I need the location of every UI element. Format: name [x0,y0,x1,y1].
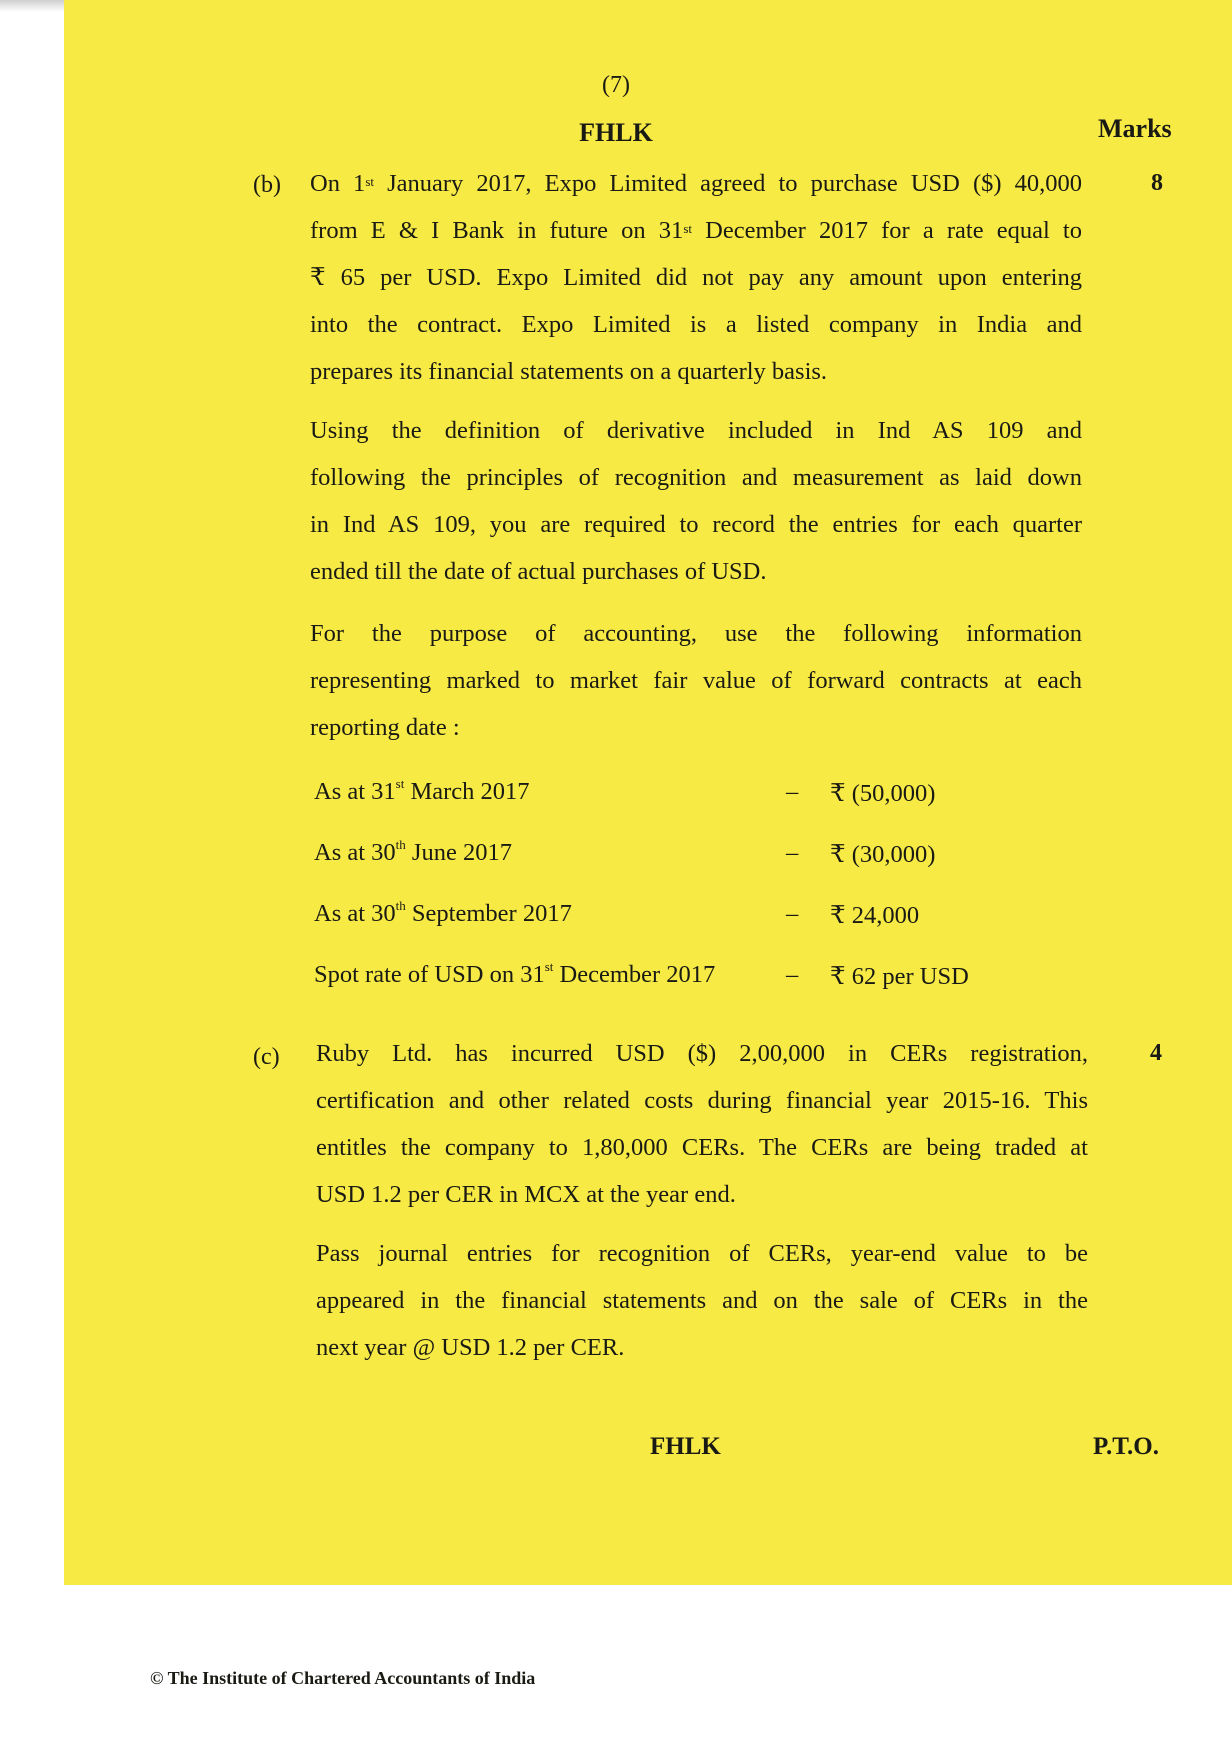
fair-value-amount: ₹ (30,000) [830,841,936,868]
q-c-p1-line-3: entitles the company to 1,80,000 CERs. The CERs are being traded at [316,1134,1088,1161]
spot-rate-dash: – [786,961,799,988]
q-b-p1-line-4: into the contract. Expo Limited is a listed company in India and [310,311,1082,338]
spot-rate-label: Spot rate of USD on 31st December 2017 [314,959,716,988]
q-b-p2-line-3: in Ind AS 109, you are required to record the entries for each quarter [310,511,1082,538]
fair-value-label: As at 30th September 2017 [314,898,572,927]
fair-value-dash: – [786,778,799,805]
question-b-paragraph-1 [310,160,1082,395]
q-c-p2-line-1: Pass journal entries for recognition of CERs, year-end value to be [316,1240,1088,1267]
q-c-p1-line-1: Ruby Ltd. has incurred USD ($) 2,00,000 in CERs registration, [316,1040,1088,1067]
marks-column-heading: Marks [1098,114,1172,143]
fair-value-dash: – [786,900,799,927]
question-b-paragraph-2 [310,407,1082,595]
q-b-p1-line-5: prepares its financial statements on a quarterly basis. [310,358,828,385]
fair-value-amount: ₹ 24,000 [830,902,920,929]
question-c-marks: 4 [1150,1040,1162,1066]
q-c-p2-line-3: next year @ USD 1.2 per CER. [316,1334,625,1361]
q-b-p3-line-1: For the purpose of accounting, use the following information [310,620,1082,647]
q-b-p1-line-3: ₹ 65 per USD. Expo Limited did not pay any amount upon entering [310,264,1082,291]
q-b-p1-line-1: On 1st January 2017, Expo Limited agreed to purchase USD ($) 40,000 [310,170,1082,197]
q-b-p2-line-2: following the principles of recognition and measurement as laid down [310,464,1082,491]
please-turn-over: P.T.O. [1093,1433,1159,1460]
paper-code-footer: FHLK [650,1433,721,1460]
q-c-p2-line-2: appeared in the financial statements and on the sale of CERs in the [316,1287,1088,1314]
fair-value-label: As at 30th June 2017 [314,837,512,866]
q-b-p3-line-3: reporting date : [310,714,460,741]
question-c-paragraph-1 [316,1030,1088,1218]
q-b-p1-line-2: from E & I Bank in future on 31st December 2017 for a rate equal to [310,217,1082,244]
question-b-marks: 8 [1151,170,1163,196]
fair-value-row [314,776,936,807]
paper-code-header: FHLK [579,118,653,147]
fair-value-dash: – [786,839,799,866]
fair-value-row [314,837,936,868]
spot-rate-value: ₹ 62 per USD [830,963,969,990]
q-c-p1-line-4: USD 1.2 per CER in MCX at the year end. [316,1181,736,1208]
copyright-notice: © The Institute of Chartered Accountants of India [150,1668,536,1688]
question-b-paragraph-3 [310,610,1082,751]
fair-value-row [314,898,920,929]
spot-rate-row [314,959,969,990]
q-b-p3-line-2: representing marked to market fair value of forward contracts at each [310,667,1082,694]
fair-value-amount: ₹ (50,000) [830,780,936,807]
question-c-label: (c) [253,1044,280,1070]
q-b-p2-line-1: Using the definition of derivative included in Ind AS 109 and [310,417,1082,444]
q-c-p1-line-2: certification and other related costs during financial year 2015-16. This [316,1087,1088,1114]
question-b-label: (b) [253,172,281,198]
fair-value-label: As at 31st March 2017 [314,776,530,805]
page-number: (7) [602,72,630,98]
q-b-p2-line-4: ended till the date of actual purchases of USD. [310,558,767,585]
question-c-paragraph-2 [316,1230,1088,1371]
